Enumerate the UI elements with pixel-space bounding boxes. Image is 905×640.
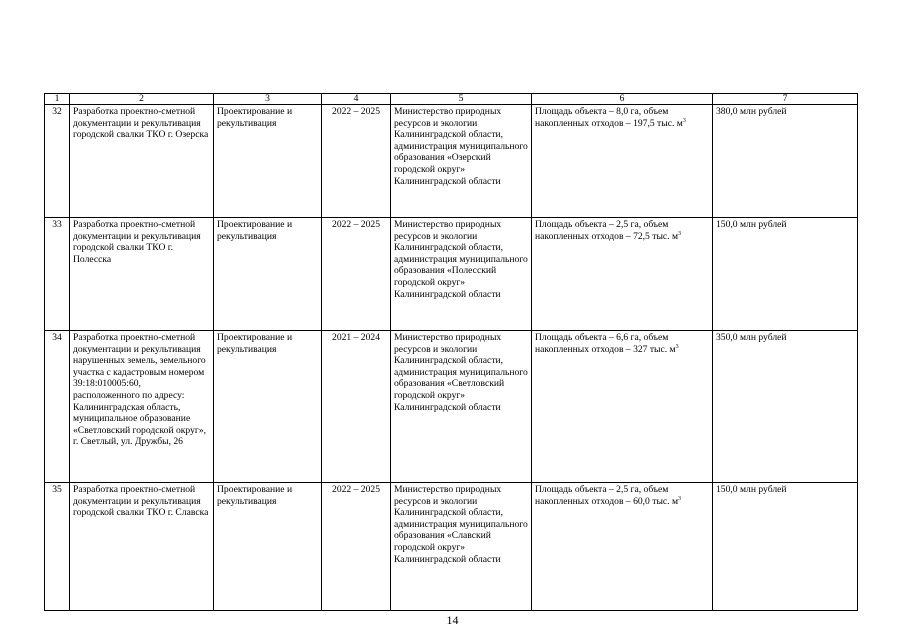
indicator: [532, 218, 713, 331]
row-number: 33: [45, 218, 70, 331]
project-name: Разработка проектно-сметной документации и рекультивация городской свалки ТКО г. Славска: [70, 483, 214, 611]
responsible-executor: Министерство природных ресурсов и экологии Калининградской области, администрация муниципального образования «Светловский городской округ» Калининградской области: [391, 331, 532, 483]
project-name: Разработка проектно-сметной документации и рекультивация нарушенных земель, земельного участка с кадастровым номером 39:18:010005:60, расположенного по адресу: Калининградская область, муниципальное образование «Светловский городской округ», г. Светлый, ул. Дружбы, 26: [70, 331, 214, 483]
indicator-text: Площадь объекта – 8,0 га, объем накопленных отходов – 197,5 тыс. м: [535, 106, 683, 129]
indicator: [532, 105, 713, 218]
cost: 350,0 млн рублей: [713, 331, 858, 483]
indicator: [532, 331, 713, 483]
header-row: [45, 94, 858, 105]
column-header-6: 6: [532, 94, 713, 105]
column-header-5: 5: [391, 94, 532, 105]
page-number: 14: [446, 613, 459, 627]
implementation-period: 2022 – 2025: [322, 218, 391, 331]
implementation-period: 2022 – 2025: [322, 483, 391, 611]
responsible-executor: Министерство природных ресурсов и экологии Калининградской области, администрация муниципального образования «Полесский городской округ» Калининградской области: [391, 218, 532, 331]
indicator-superscript: 3: [682, 117, 686, 124]
implementation-period: 2022 – 2025: [322, 105, 391, 218]
table-row: [45, 105, 858, 218]
responsible-executor: Министерство природных ресурсов и экологии Калининградской области, администрация муниципального образования «Славский городской округ» Калининградской области: [391, 483, 532, 611]
activity-type: Проектирование и рекультивация: [214, 105, 322, 218]
projects-table: [44, 93, 858, 611]
activity-type: Проектирование и рекультивация: [214, 483, 322, 611]
column-header-4: 4: [322, 94, 391, 105]
indicator-superscript: 3: [678, 495, 682, 502]
implementation-period: 2021 – 2024: [322, 331, 391, 483]
table-row: [45, 218, 858, 331]
project-name: Разработка проектно-сметной документации и рекультивация городской свалки ТКО г. Озерска: [70, 105, 214, 218]
row-number: 35: [45, 483, 70, 611]
indicator-superscript: 3: [678, 230, 682, 237]
row-number: 32: [45, 105, 70, 218]
indicator-text: Площадь объекта – 2,5 га, объем накопленных отходов – 72,5 тыс. м: [535, 219, 679, 242]
column-header-2: 2: [70, 94, 214, 105]
indicator-text: Площадь объекта – 2,5 га, объем накопленных отходов – 60,0 тыс. м: [535, 484, 679, 507]
cost: 150,0 млн рублей: [713, 483, 858, 611]
activity-type: Проектирование и рекультивация: [214, 331, 322, 483]
row-number: 34: [45, 331, 70, 483]
indicator-superscript: 3: [675, 343, 679, 350]
cost: 380,0 млн рублей: [713, 105, 858, 218]
column-header-7: 7: [713, 94, 858, 105]
project-name: Разработка проектно-сметной документации и рекультивация городской свалки ТКО г. Полесска: [70, 218, 214, 331]
table-row: [45, 483, 858, 611]
column-header-1: 1: [45, 94, 70, 105]
activity-type: Проектирование и рекультивация: [214, 218, 322, 331]
indicator: [532, 483, 713, 611]
table-row: [45, 331, 858, 483]
responsible-executor: Министерство природных ресурсов и экологии Калининградской области, администрация муниципального образования «Озерский городской округ» Калининградской области: [391, 105, 532, 218]
column-header-3: 3: [214, 94, 322, 105]
indicator-text: Площадь объекта – 6,6 га, объем накопленных отходов – 327 тыс. м: [535, 332, 676, 355]
cost: 150,0 млн рублей: [713, 218, 858, 331]
